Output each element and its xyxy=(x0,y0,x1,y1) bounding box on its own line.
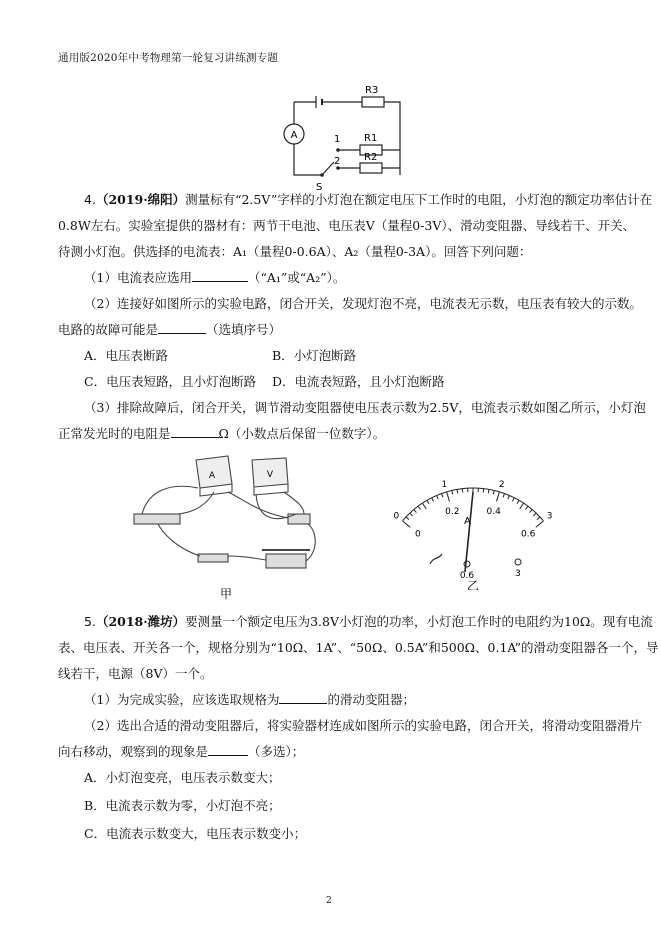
q4-stem-line1: 4.（2019·绵阳）测量标有“2.5V”字样的小灯泡在额定电压下工作时的电阻，小灯泡的额定功率估计在 xyxy=(84,192,653,207)
answer-blank xyxy=(208,743,248,756)
meter-tick xyxy=(517,500,519,503)
q4-stem-line2: 0.8W左右。实验室提供的器材有：两节干电池、电压表V（量程0-3V）、滑动变阻器、导线若干、开关、 xyxy=(58,218,636,233)
meter-tick xyxy=(536,521,544,527)
circuit-diagram xyxy=(270,80,420,195)
meter-tick xyxy=(403,521,411,527)
q5-stem-line3: 线若干，电源（8V）一个。 xyxy=(58,666,213,681)
meter-tick xyxy=(508,496,510,500)
answer-blank xyxy=(171,425,219,438)
q4-option-a: A．电压表断路 xyxy=(84,348,169,363)
figure-jia-label: 甲 xyxy=(219,587,233,601)
apparatus-figure xyxy=(128,452,338,602)
switch-label: S xyxy=(316,182,323,193)
q4-part2-line1: （2）连接好如图所示的实验电路，闭合开关，发现灯泡不亮，电流表无示数，电压表有较大的示数。 xyxy=(84,296,642,311)
meter-tick xyxy=(410,513,413,516)
q5-part2-line1: （2）选出合适的滑动变阻器后，将实验器材连成如图所示的实验电路，闭合开关，将滑动变阻器滑片 xyxy=(84,718,642,733)
q4-part3-line2: 正常发光时的电阻是 Ω（小数点后保留一位数字）。 xyxy=(58,426,386,441)
terminal-1-label: 1 xyxy=(334,134,341,145)
negative-terminal xyxy=(430,554,442,564)
meter-unit-letter: A xyxy=(464,516,471,527)
meter-tick xyxy=(442,494,443,498)
r1-label: R1 xyxy=(364,133,378,144)
answer-blank xyxy=(192,269,248,282)
terminal-06-label: 0.6 xyxy=(459,571,475,581)
answer-blank xyxy=(279,691,327,704)
meter-tick xyxy=(437,496,439,500)
meter-top-label: 3 xyxy=(546,511,553,522)
page-header: 通用版2020年中考物理第一轮复习讲练测专题 xyxy=(58,52,279,64)
meter-bottom-label: 0.4 xyxy=(486,507,501,518)
q4-part2-line2: 电路的故障可能是 （选填序号） xyxy=(58,322,282,337)
meter-tick xyxy=(520,503,524,509)
q5-part1: （1）为完成实验，应该选取规格为 的滑动变阻器； xyxy=(84,692,415,707)
meter-top-label: 2 xyxy=(498,480,505,491)
meter-tick xyxy=(406,517,409,520)
meter-tick xyxy=(530,510,533,513)
q4-option-b: B．小灯泡断路 xyxy=(272,348,357,363)
meter-top-label: 0 xyxy=(393,511,400,522)
terminal-06 xyxy=(464,561,470,567)
r3-label: R3 xyxy=(365,85,379,96)
meter-tick xyxy=(537,517,540,520)
q5-option-c: C．电流表示数变大，电压表示数变小； xyxy=(84,826,307,841)
q4-stem-line3: 待测小灯泡。供选择的电流表：A₁（量程0-0.6A）、A₂（量程0-3A）。回答下列问题： xyxy=(58,244,532,259)
meter-tick xyxy=(503,494,504,498)
meter-bottom-label: 0.2 xyxy=(445,507,460,518)
ammeter-dial-figure xyxy=(378,460,568,590)
meter-tick xyxy=(427,500,429,503)
meter-tick xyxy=(488,489,489,493)
meter-tick xyxy=(457,489,458,493)
meter-tick xyxy=(414,510,417,513)
ammeter-label: A xyxy=(290,130,298,141)
terminal-3 xyxy=(515,559,521,565)
q5-stem-line2: 表、电压表、开关各一个，规格分别为“10Ω、1A”、“50Ω、0.5A”和500Ω、0.1A”的滑动变阻器各一个，导 xyxy=(58,640,659,655)
meter-tick xyxy=(533,513,536,516)
meter-tick xyxy=(418,506,420,509)
meter-needle xyxy=(465,492,473,572)
r2-label: R2 xyxy=(364,152,378,163)
q4-part1: （1）电流表应选用 （“A₁”或“A₂”）。 xyxy=(84,270,346,285)
meter-tick xyxy=(497,492,500,502)
terminal-2-label: 2 xyxy=(334,156,341,167)
meter-tick xyxy=(447,492,450,502)
answer-blank xyxy=(158,321,206,334)
q5-stem-line1: 5.（2018·潍坊）要测量一个额定电压为3.8V小灯泡的功率，小灯泡工作时的电阻约为10Ω。现有电流 xyxy=(84,614,653,629)
meter-tick xyxy=(493,490,494,494)
meter-tick xyxy=(512,498,514,502)
meter-tick xyxy=(422,503,426,509)
meter-top-label: 1 xyxy=(441,480,448,491)
q5-option-b: B．电流表示数为零，小灯泡不亮； xyxy=(84,798,281,813)
meter-tick xyxy=(526,506,528,509)
q4-option-d: D．电流表短路，且小灯泡断路 xyxy=(272,374,445,389)
svg-text:V: V xyxy=(266,470,274,480)
meter-tick xyxy=(452,490,453,494)
q4-option-c: C．电压表短路，且小灯泡断路 xyxy=(84,374,257,389)
page-number: 2 xyxy=(326,896,332,906)
q5-option-a: A．小灯泡变亮，电压表示数变大； xyxy=(84,770,281,785)
meter-bottom-label: 0.6 xyxy=(520,529,536,540)
svg-text:A: A xyxy=(208,471,216,481)
q5-part2-line2: 向右移动，观察到的现象是 （多选）； xyxy=(58,744,305,759)
q4-part3-line1: （3）排除故障后，闭合开关，调节滑动变阻器使电压表示数为2.5V，电流表示数如图乙所示，小灯泡 xyxy=(84,400,646,415)
meter-bottom-label: 0 xyxy=(414,529,421,540)
meter-tick xyxy=(432,498,434,502)
figure-yi-label: 乙 xyxy=(466,579,480,590)
terminal-3-label: 3 xyxy=(515,569,521,579)
